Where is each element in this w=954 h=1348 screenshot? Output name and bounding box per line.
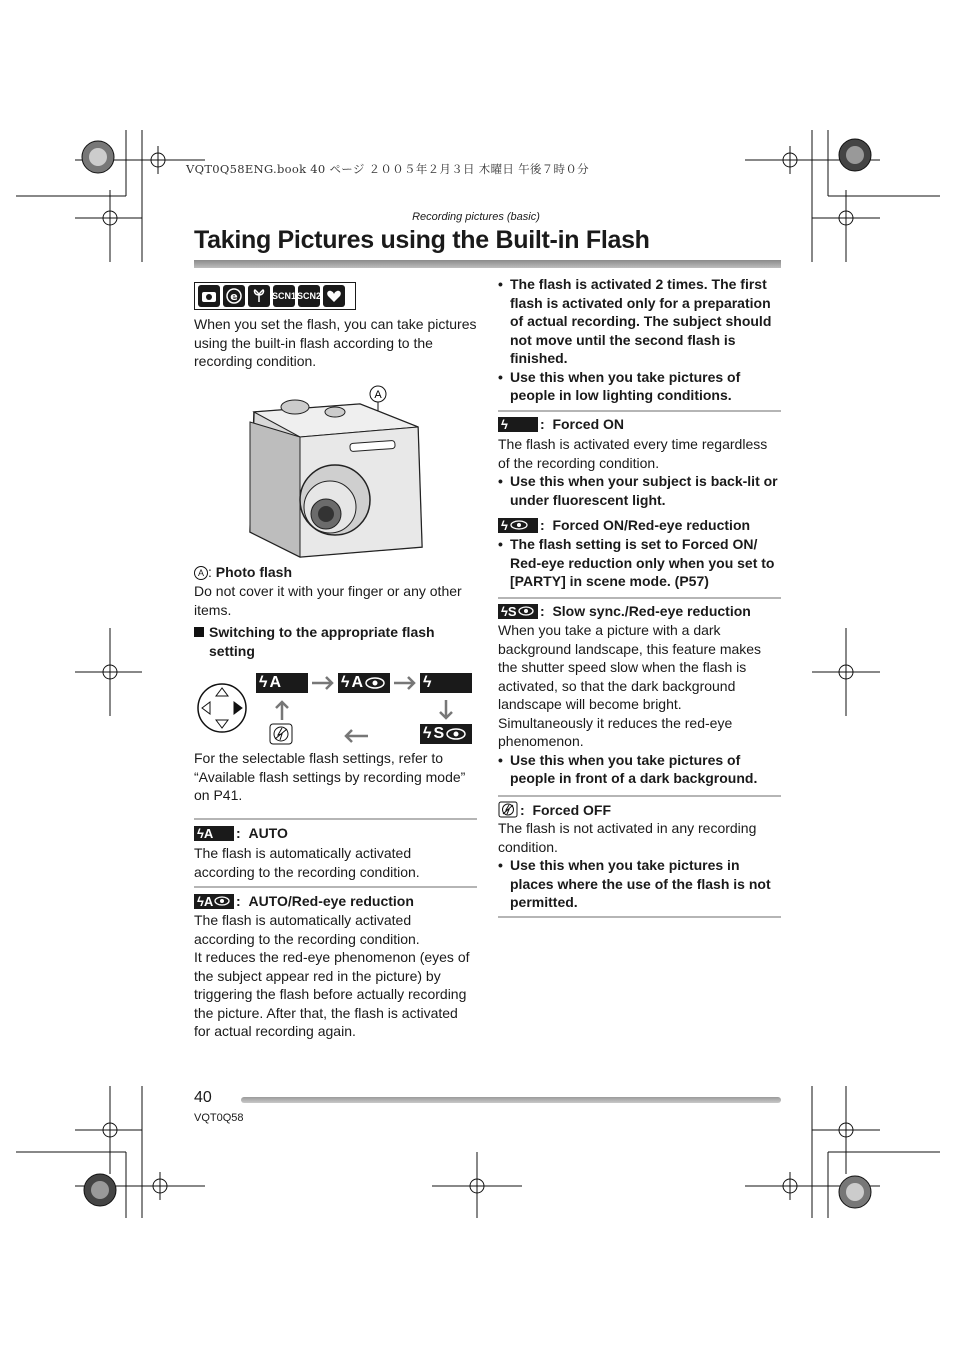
flash-forced-on-redeye-badge: ϟ — [498, 518, 538, 533]
heart-icon — [323, 285, 345, 307]
bullet-text: • The flash is activated 2 times. The first flash is activated only for a preparation of actual recording. The subject should not move until the second flash is finished. — [498, 275, 782, 368]
slow-sync-body: When you take a picture with a dark background landscape, this feature makes the shutter speed slow when the flash is activated, so that the dark background landscape will become bright. Simultaneously it reduces the red-eye phenomenon. • Use this when you take pictures of people in front of a dark background. — [498, 621, 782, 788]
title-underline — [194, 260, 781, 268]
flow-slow-sync-badge: ϟ S — [420, 724, 472, 744]
auto-heading: ϟ A : AUTO — [194, 825, 288, 841]
flow-auto-badge: ϟ A — [256, 673, 308, 693]
macro-icon — [248, 285, 270, 307]
forced-on-heading: ϟ : Forced ON — [498, 416, 624, 432]
flash-auto-redeye-badge: ϟ A — [194, 894, 234, 909]
auto-redeye-text: The flash is automatically activated according to the recording condition. It reduces the red-eye phenomenon (eyes of the subject appear red in the picture) by triggering the flash before actually recording the picture. After that, the flash is activated for actual recording again. — [194, 912, 470, 1039]
print-info: VQT0Q58ENG.book 40 ページ ２００５年２月３日 木曜日 午後７時０分 — [186, 162, 589, 176]
photo-flash-title: Photo flash — [215, 564, 293, 580]
callout-a-label: A — [194, 566, 208, 580]
switching-heading: Switching to the appropriate flash setting — [194, 623, 464, 660]
scene1-icon: SCN1 — [273, 285, 295, 307]
document-id: VQT0Q58 — [194, 1112, 244, 1124]
slow-sync-heading: ϟ S : Slow sync./Red-eye reduction — [498, 603, 751, 619]
flow-forced-on-badge: ϟ — [420, 673, 472, 693]
auto-text: The flash is automatically activated according to the recording condition. — [194, 845, 420, 880]
forced-on-redeye-body: • The flash setting is set to Forced ON/ Red-eye reduction only when you set to [PARTY] in scene mode. (P57) — [498, 535, 782, 591]
flash-off-icon — [498, 801, 518, 818]
flash-forced-on-badge: ϟ — [498, 417, 538, 432]
preflash-bullets — [498, 275, 782, 405]
photo-flash-text: Do not cover it with your finger or any other items. — [194, 583, 462, 618]
mode-icons-box — [194, 282, 356, 310]
divider — [498, 916, 781, 918]
page-title: Taking Pictures using the Built-in Flash — [194, 226, 650, 254]
square-bullet-icon — [194, 627, 204, 637]
intro-text: When you set the flash, you can take pictures using the built-in flash according to the recording condition. — [194, 316, 477, 369]
bullet-text: • Use this when you take pictures of people in low lighting conditions. — [498, 368, 782, 405]
forced-on-body: The flash is activated every time regardless of the recording condition. • Use this when your subject is back-lit or under fluorescent light. — [498, 435, 782, 509]
flash-auto-badge: ϟ A — [194, 826, 234, 841]
section-label: Recording pictures (basic) — [412, 211, 540, 223]
economy-mode-icon — [223, 285, 245, 307]
footer-bar — [241, 1097, 781, 1103]
camera-illustration — [240, 382, 440, 562]
forced-off-heading: : Forced OFF — [498, 801, 611, 818]
flow-auto-redeye-badge: ϟ A — [338, 673, 390, 693]
divider — [498, 795, 781, 797]
divider — [194, 886, 477, 888]
selectable-note: For the selectable flash settings, refer to “Available flash settings by recording mode” on P41. — [194, 750, 466, 803]
camera-icon — [198, 285, 220, 307]
scene2-icon: SCN2 — [298, 285, 320, 307]
auto-redeye-heading: ϟ A : AUTO/Red-eye reduction — [194, 893, 414, 909]
photo-flash-label: A : Photo flash — [194, 563, 478, 582]
page-number: 40 — [194, 1089, 212, 1106]
forced-off-body: The flash is not activated in any recording condition. • Use this when you take pictures in places where the use of the flash is not permitted. — [498, 819, 782, 912]
divider — [498, 410, 781, 412]
svg-text:e: e — [230, 290, 238, 303]
divider — [194, 818, 477, 820]
callout-a: A — [374, 389, 382, 401]
flash-slow-sync-badge: ϟ S — [498, 604, 538, 619]
divider — [498, 597, 781, 599]
flash-flow-diagram — [196, 670, 476, 750]
forced-on-redeye-heading: ϟ : Forced ON/Red-eye reduction — [498, 517, 750, 533]
